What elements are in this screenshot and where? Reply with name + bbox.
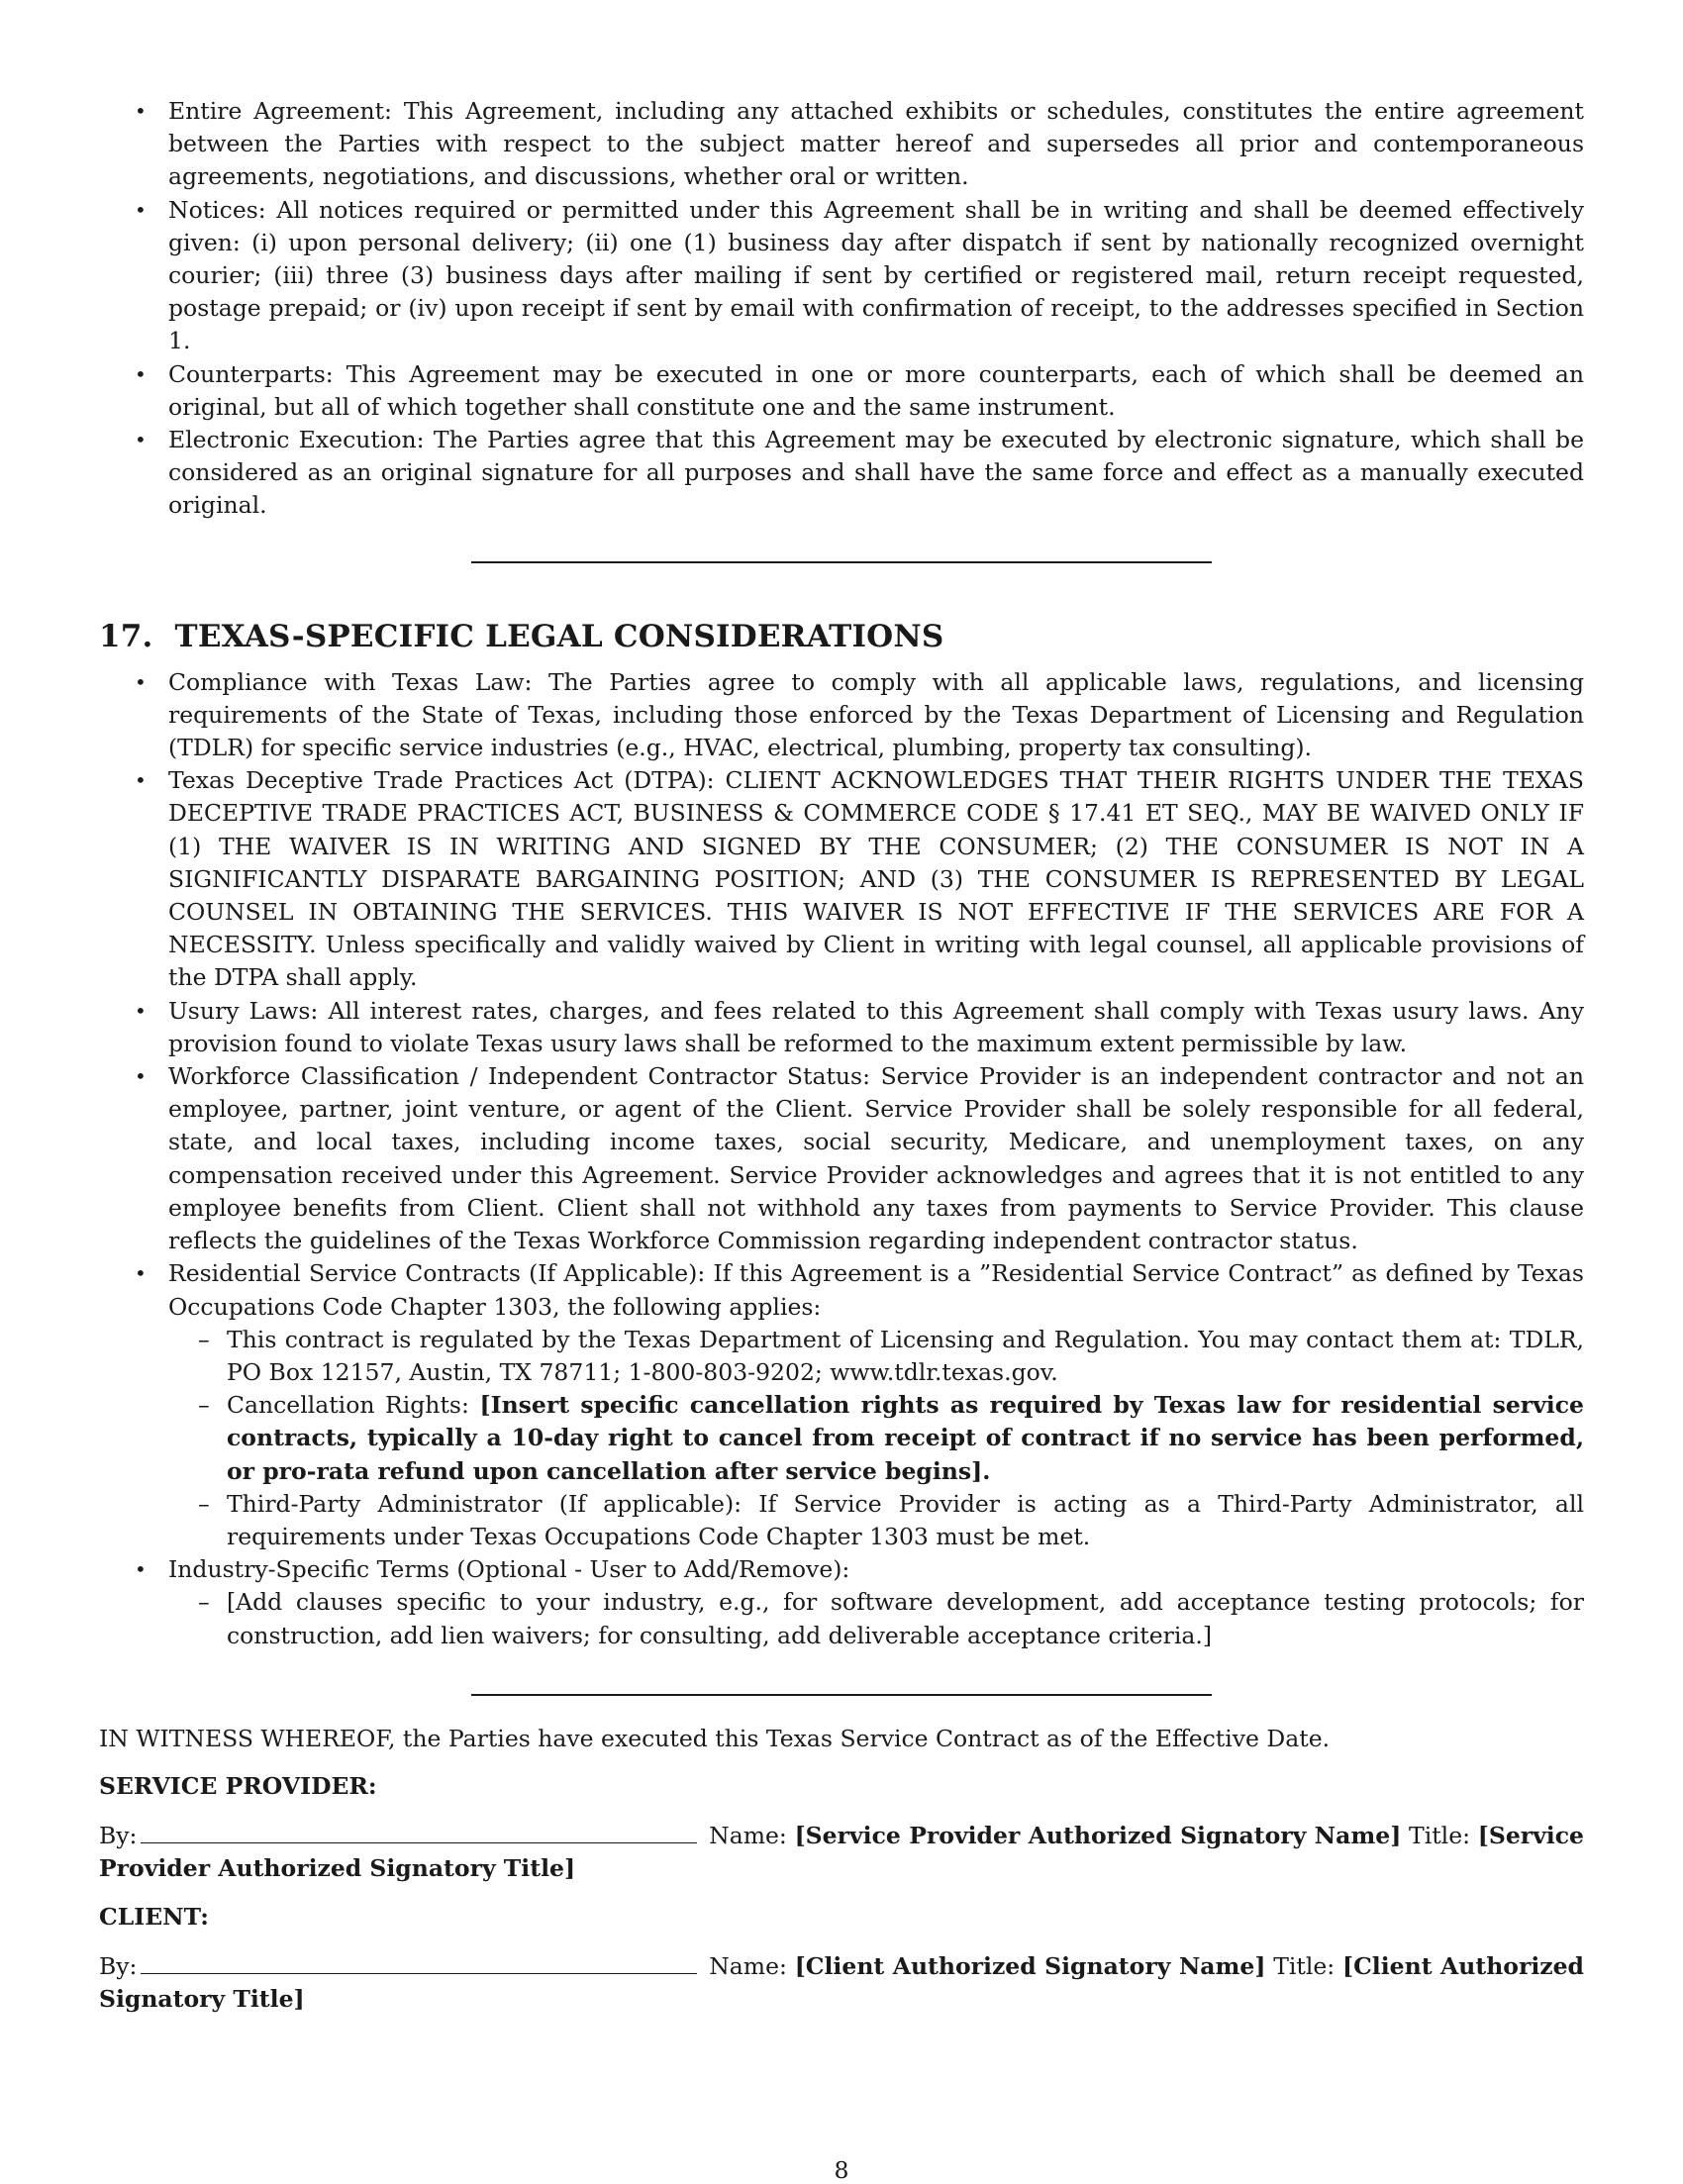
section-title: TEXAS-SPECIFIC LEGAL CONSIDERATIONS	[174, 618, 944, 654]
by-label: By:	[99, 1951, 138, 1980]
clause-text: This Agreement, including any attached exhibits or schedules, constitutes the entire agreement between the Parties with respect to the subject matter hereof and supersedes all prior and contemporaneous agreements, negotiations, and discussions, whether oral or written.	[168, 97, 1584, 191]
clause-label: Industry-Specific Terms (Optional - User to Add/Remove):	[168, 1555, 850, 1584]
list-item	[99, 1060, 1584, 1257]
client-heading: CLIENT:	[99, 1902, 209, 1931]
general-provisions-list	[99, 95, 1584, 523]
list-item	[99, 995, 1584, 1060]
section-heading	[99, 617, 1584, 656]
signatory-name-placeholder: [Service Provider Authorized Signatory Name]	[794, 1822, 1402, 1850]
clause-label: Cancellation Rights:	[227, 1391, 469, 1420]
clause-label: Workforce Classification / Independent Contractor Status:	[168, 1062, 871, 1091]
sub-list-item	[168, 1324, 1584, 1389]
clause-text: The Parties agree to comply with all applicable laws, regulations, and licensing requirements of the State of Texas, including those enforced by the Texas Department of Licensing and Regulation (TDLR) for specific service industries (e.g., HVAC, electrical, plumbing, property tax consulting).	[168, 667, 1584, 762]
service-provider-signature-block	[99, 1820, 1584, 1885]
clause-label: Texas Deceptive Trade Practices Act (DTPA):	[168, 766, 715, 795]
industry-sublist	[168, 1586, 1584, 1651]
signature-line[interactable]	[141, 1953, 697, 1974]
clause-text: All notices required or permitted under this Agreement shall be in writing and shall be deemed effectively given: (i) upon personal delivery; (ii) one (1) business day after dispatch if sent by nationally recognized overnight courier; (iii) three (3) business days after mailing if sent by certified or registered mail, return receipt requested, postage prepaid; or (iv) upon receipt if sent by email with confirmation of receipt, to the addresses specified in Section 1.	[168, 195, 1584, 355]
by-label: By:	[99, 1822, 138, 1850]
section-divider	[471, 561, 1212, 563]
witness-statement: IN WITNESS WHEREOF, the Parties have executed this Texas Service Contract as of the Effective Date.	[99, 1724, 1331, 1752]
clause-text: Unless specifically and validly waived by Client in writing with legal counsel, all applicable provisions of the DTPA shall apply.	[168, 931, 1584, 992]
section-number: 17.	[99, 618, 153, 654]
clause-text: All interest rates, charges, and fees related to this Agreement shall comply with Texas usury laws. Any provision found to violate Texas usury laws shall be reformed to the maximum extent permissible by law.	[168, 996, 1584, 1057]
placeholder-bold: [Insert specific cancellation rights as required by Texas law for residential service contracts, typically a 10-day right to cancel from receipt of contract if no service has been performed, or pro-rata refund upon cancellation after service begins].	[227, 1391, 1584, 1485]
clause-label: Electronic Execution:	[168, 426, 425, 454]
sub-list-item	[168, 1586, 1584, 1651]
sub-list-item	[168, 1488, 1584, 1553]
title-label: Title:	[1273, 1951, 1336, 1980]
clause-label: Compliance with Texas Law:	[168, 667, 533, 696]
section-divider	[471, 1694, 1212, 1696]
service-provider-heading: SERVICE PROVIDER:	[99, 1771, 377, 1800]
residential-sublist	[168, 1324, 1584, 1553]
signatory-name-placeholder: [Client Authorized Signatory Name]	[794, 1951, 1266, 1980]
list-item	[99, 1553, 1584, 1652]
texas-considerations-list	[99, 666, 1584, 1652]
dtpa-waiver-caps: CLIENT ACKNOWLEDGES THAT THEIR RIGHTS UNDER THE TEXAS DECEPTIVE TRADE PRACTICES ACT, BUSINESS & COMMERCE CODE § 17.41 ET SEQ., MAY BE WAIVED ONLY IF (1) THE WAIVER IS IN WRITING AND SIGNED BY THE CONSUMER; (2) THE CONSUMER IS NOT IN A SIGNIFICANTLY DISPARATE BARGAINING POSITION; AND (3) THE CONSUMER IS REPRESENTED BY LEGAL COUNSEL IN OBTAINING THE SERVICES. THIS WAIVER IS NOT EFFECTIVE IF THE SERVICES ARE FOR A NECESSITY.	[168, 766, 1584, 959]
clause-text: If Service Provider is acting as a Third-Party Administrator, all requirements under Texas Occupations Code Chapter 1303 must be met.	[227, 1489, 1584, 1550]
sub-list-item	[168, 1389, 1584, 1488]
clause-label: Residential Service Contracts (If Applicable):	[168, 1259, 706, 1288]
page-number: 8	[834, 2156, 849, 2184]
clause-text: This contract is regulated by the Texas Department of Licensing and Regulation. You may contact them at: TDLR, PO Box 12157, Austin, TX 78711; 1-800-803-9202; www.tdlr.texas.gov.	[227, 1325, 1584, 1386]
list-item	[99, 358, 1584, 424]
name-label: Name:	[709, 1951, 787, 1980]
signature-line[interactable]	[141, 1823, 697, 1843]
clause-label: Usury Laws:	[168, 996, 319, 1025]
list-item	[99, 764, 1584, 994]
title-label: Title:	[1409, 1822, 1471, 1850]
client-signature-block	[99, 1950, 1584, 2016]
list-item	[99, 424, 1584, 523]
clause-label: Counterparts:	[168, 359, 334, 388]
list-item	[99, 194, 1584, 358]
name-label: Name:	[709, 1822, 787, 1850]
list-item	[99, 666, 1584, 765]
clause-label: Notices:	[168, 195, 266, 224]
list-item	[99, 1257, 1584, 1553]
signatory-title-placeholder: [Client Authorized Signatory Title]	[99, 1951, 1584, 2013]
signatory-title-placeholder: [Service Provider Authorized Signatory Title]	[99, 1822, 1584, 1883]
clause-text: [Add clauses specific to your industry, e.g., for software development, add acceptance testing protocols; for construction, add lien waivers; for consulting, add deliverable acceptance criteria.]	[227, 1588, 1584, 1649]
clause-text: The Parties agree that this Agreement may be executed by electronic signature, which shall be considered as an original signature for all purposes and shall have the same force and effect as a manually executed original.	[168, 426, 1584, 520]
list-item	[99, 95, 1584, 194]
clause-text: If this Agreement is a ”Residential Service Contract” as defined by Texas Occupations Code Chapter 1303, the following applies:	[168, 1259, 1584, 1321]
clause-text: Service Provider is an independent contractor and not an employee, partner, joint venture, or agent of the Client. Service Provider shall be solely responsible for all federal, state, and local taxes, including income taxes, social security, Medicare, and unemployment taxes, on any compensation received under this Agreement. Service Provider acknowledges and agrees that it is not entitled to any employee benefits from Client. Client shall not withhold any taxes from payments to Service Provider. This clause reflects the guidelines of the Texas Workforce Commission regarding independent contractor status.	[168, 1062, 1584, 1255]
clause-label: Entire Agreement:	[168, 97, 392, 125]
document-page	[99, 95, 1584, 2016]
clause-text: This Agreement may be executed in one or more counterparts, each of which shall be deemed an original, but all of which together shall constitute one and the same instrument.	[168, 359, 1584, 421]
clause-label: Third-Party Administrator (If applicable):	[227, 1489, 742, 1518]
